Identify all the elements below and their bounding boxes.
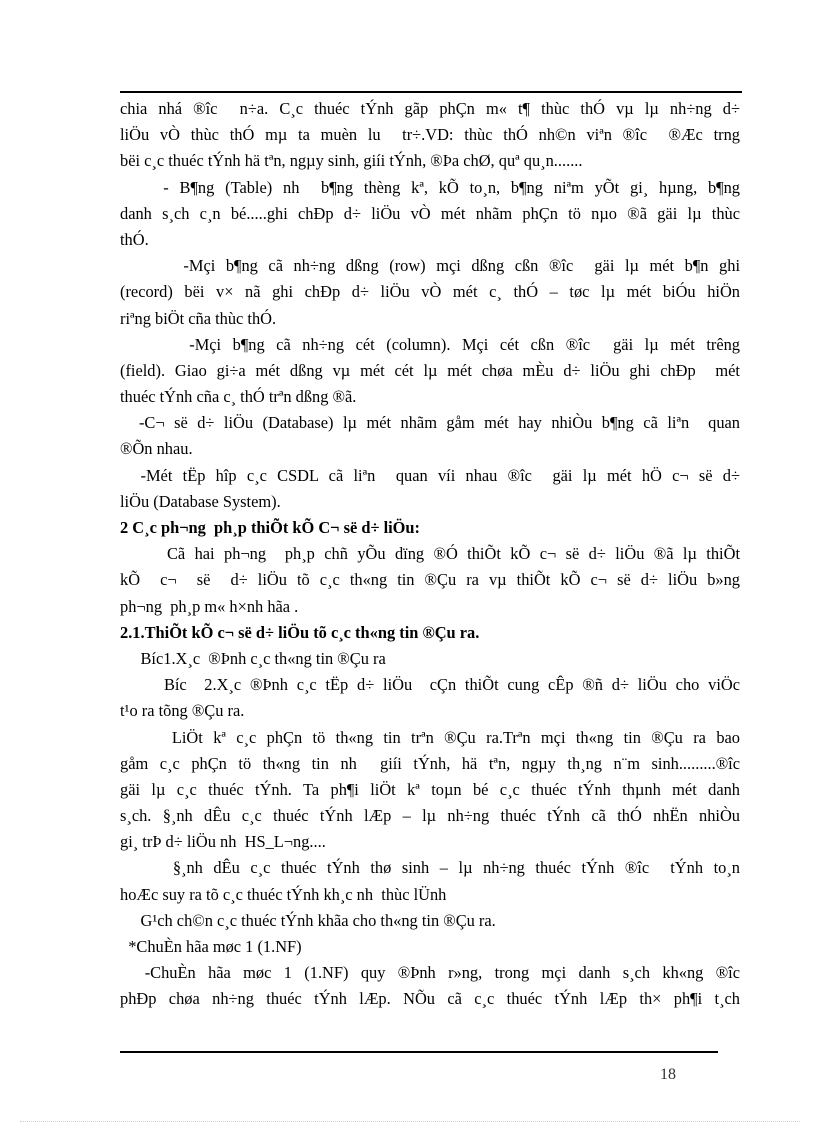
text-line: G¹ch ch©n c¸c thuéc tÝnh khãa cho th«ng tin ®Çu ra. xyxy=(120,910,496,930)
text-line: -Mçi b¶ng cã nh÷ng cét (column). Mçi cét cßn ®îc gäi lµ mét trêng xyxy=(120,334,740,354)
text-line: Bíc 2.X¸c ®Þnh c¸c tËp d÷ liÖu cÇn thiÕt cung cÊp ®ñ d÷ liÖu cho viÖc xyxy=(120,675,740,695)
text-line: hoÆc suy ra tõ c¸c thuéc tÝnh kh¸c nh thùc lÜnh xyxy=(120,884,447,904)
text-line: s¸ch. §¸nh dÊu c¸c thuéc tÝnh lÆp – lµ nh÷ng thuéc tÝnh cã thÓ nhËn nhiÒu xyxy=(120,806,740,826)
text-line: gäi lµ c¸c thuéc tÝnh. Ta ph¶i liÖt kª toµn bé c¸c thuéc tÝnh thµnh mét danh xyxy=(120,779,740,799)
text-line: Bíc1.X¸c ®Þnh c¸c th«ng tin ®Çu ra xyxy=(120,648,386,668)
body-text xyxy=(120,96,740,1013)
text-line: (record) bëi v× nã ghi chÐp d÷ liÖu vÒ mét c¸ thÓ – tøc lµ mét biÓu hiÖn xyxy=(120,282,740,302)
footer-rule xyxy=(120,1051,718,1053)
header-rule xyxy=(120,91,742,93)
text-line: - B¶ng (Table) nh b¶ng thèng kª, kÕ to¸n, b¶ng niªm yÕt gi¸ hµng, b¶ng xyxy=(120,177,740,197)
text-line: liÖu (Database System). xyxy=(120,491,281,511)
text-line: §¸nh dÊu c¸c thuéc tÝnh thø sinh – lµ nh÷ng thuéc tÝnh ®îc tÝnh to¸n xyxy=(120,858,740,878)
page-number: 18 xyxy=(660,1066,676,1083)
section-heading-line: 2 C¸c ph¬ng ph¸p thiÕt kÕ C¬ së d÷ liÖu: xyxy=(120,518,421,537)
text-line: riªng biÖt cña thùc thÓ. xyxy=(120,308,277,328)
text-line: -C¬ së d÷ liÖu (Database) lµ mét nhãm gåm mét hay nhiÒu b¶ng cã liªn quan xyxy=(120,413,740,433)
text-line: Cã hai ph¬ng ph¸p chñ yÕu dïng ®Ó thiÕt kÕ c¬ së d÷ liÖu ®ã lµ thiÕt xyxy=(120,544,740,564)
text-line: -Mét tËp hîp c¸c CSDL cã liªn quan víi nhau ®îc gäi lµ mét hÖ c¬ së d÷ xyxy=(120,465,740,485)
page-edge-divider xyxy=(20,1121,800,1122)
text-line: phÐp chøa nh÷ng thuéc tÝnh lÆp. NÕu cã c¸c thuéc tÝnh lÆp th× ph¶i t¸ch xyxy=(120,989,740,1009)
text-line: (field). Giao gi÷a mét dßng vµ mét cét lµ mét chøa mÈu d÷ liÖu ghi chÐp mét xyxy=(120,360,740,380)
text-line: ®Õn nhau. xyxy=(120,439,193,459)
text-line: kÕ c¬ së d÷ liÖu tõ c¸c th«ng tin ®Çu ra vµ thiÕt kÕ c¬ së d÷ liÖu b»ng xyxy=(120,570,740,590)
text-line: thuéc tÝnh cña c¸ thÓ trªn dßng ®ã. xyxy=(120,387,357,407)
text-line: LiÖt kª c¸c phÇn tö th«ng tin trªn ®Çu ra.Trªn mçi th«ng tin ®Çu ra bao xyxy=(120,727,740,747)
text-line: thÓ. xyxy=(120,229,149,249)
text-line: danh s¸ch c¸n bé.....ghi chÐp d÷ liÖu vÒ mét nhãm phÇn tö nµo ®ã gäi lµ thùc xyxy=(120,203,740,223)
text-line: ph¬ng ph¸p m« h×nh hãa . xyxy=(120,596,299,616)
text-line: liÖu vÒ thùc thÓ mµ ta muèn lu tr÷.VD: thùc thÓ nh©n viªn ®îc ®Æc trng xyxy=(120,125,740,145)
section-heading-line: 2.1.ThiÕt kÕ c¬ së d÷ liÖu tõ c¸c th«ng tin ®Çu ra. xyxy=(120,622,480,642)
text-line: -Mçi b¶ng cã nh÷ng dßng (row) mçi dßng cßn ®îc gäi lµ mét b¶n ghi xyxy=(120,256,740,276)
text-line: bëi c¸c thuéc tÝnh hä tªn, ngµy sinh, giíi tÝnh, ®Þa chØ, quª qu¸n....... xyxy=(120,151,583,171)
text-line: gåm c¸c phÇn tö th«ng tin nh giíi tÝnh, hä tªn, ngµy th¸ng n¨m sinh.........®îc xyxy=(120,753,740,773)
text-line: *ChuÈn hãa møc 1 (1.NF) xyxy=(120,937,302,956)
text-line: t¹o ra tõng ®Çu ra. xyxy=(120,701,245,721)
text-line: gi¸ trÞ d÷ liÖu nh HS_L¬ng.... xyxy=(120,832,326,852)
text-line: chia nhá ®îc n÷a. C¸c thuéc tÝnh gãp phÇn m« t¶ thùc thÓ vµ lµ nh÷ng d÷ xyxy=(120,99,740,118)
text-line: -ChuÈn hãa møc 1 (1.NF) quy ®Þnh r»ng, trong mçi danh s¸ch kh«ng ®îc xyxy=(120,963,740,983)
